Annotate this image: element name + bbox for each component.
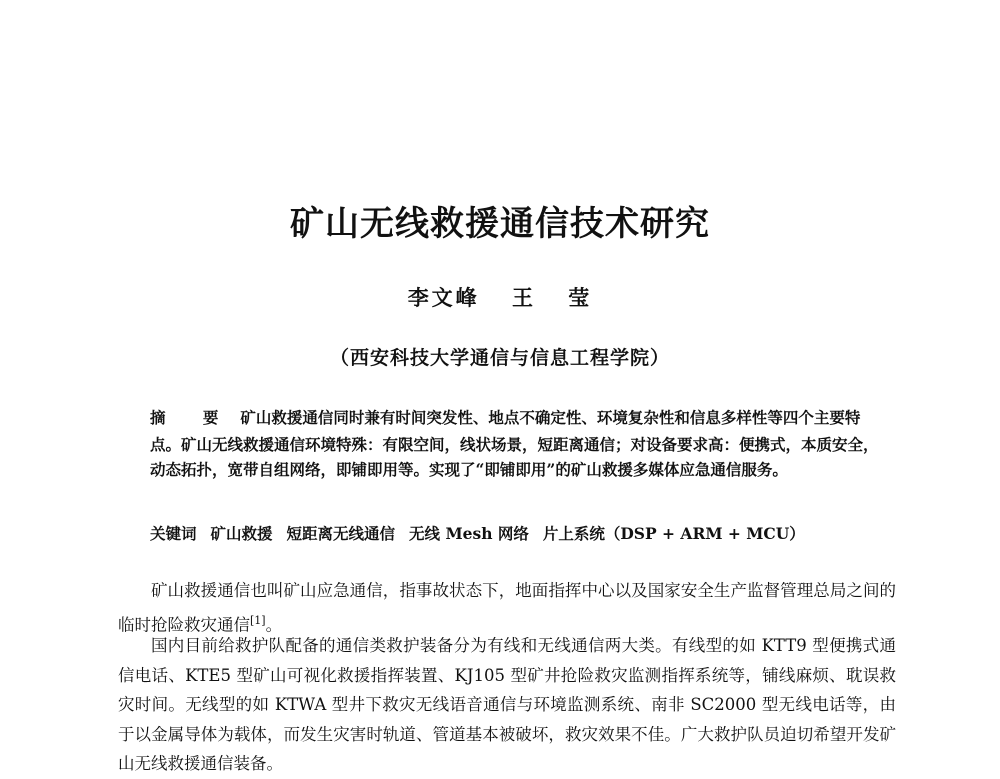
- abstract-text: 矿山救援通信同时兼有时间突发性、地点不确定性、环境复杂性和信息多样性等四个主要特点。矿山无线救援通信环境特殊：有限空间，线状场景，短距离通信；对设备要求高：便携式，本质安全，动态拓扑，宽带自组网络，即铺即用等。实现了“即铺即用”的矿山救援多媒体应急通信服务。: [150, 408, 879, 479]
- keyword-item: 无线 Mesh 网络: [409, 524, 529, 543]
- body-paragraph-2: 国内目前给救护队配备的通信类救护装备分为有线和无线通信两大类。有线型的如 KTT9 型便携式通信电话、KTE5 型矿山可视化救援指挥装置、KJ105 型矿井抢险救灾监测指挥系统等，铺线麻烦、耽误救灾时间。无线型的如 KTWA 型井下救灾无线语音通信与环境监测系统、南非 SC2000 型无线电话等，由于以金属导体为载体，而发生灾害时轨道、管道基本被破坏，救灾效果不佳。广大救护队员迫切希望开发矿山无线救援通信装备。: [118, 636, 896, 773]
- paper-title: 矿山无线救援通信技术研究: [290, 204, 710, 244]
- citation-marker: [1]: [250, 613, 266, 627]
- keyword-item: 短距离无线通信: [286, 524, 396, 543]
- paper-authors: 李文峰 王 莹: [407, 285, 593, 310]
- keyword-item: 矿山救援: [210, 524, 273, 543]
- keyword-item: 片上系统（DSP + ARM + MCU）: [542, 524, 805, 543]
- keywords: [150, 521, 882, 547]
- body-paragraph-1-tail: 。: [265, 615, 283, 634]
- keywords-label: 关键词: [150, 525, 197, 543]
- body-paragraph-1-text: 矿山救援通信也叫矿山应急通信，指事故状态下，地面指挥中心以及国家安全生产监督管理总局之间的临时抢险救灾通信: [118, 581, 896, 634]
- paper-affiliation: （西安科技大学通信与信息工程学院）: [329, 347, 670, 369]
- abstract: [150, 405, 882, 483]
- body-paragraph-1: [118, 576, 896, 640]
- abstract-label: 摘 要: [150, 409, 235, 427]
